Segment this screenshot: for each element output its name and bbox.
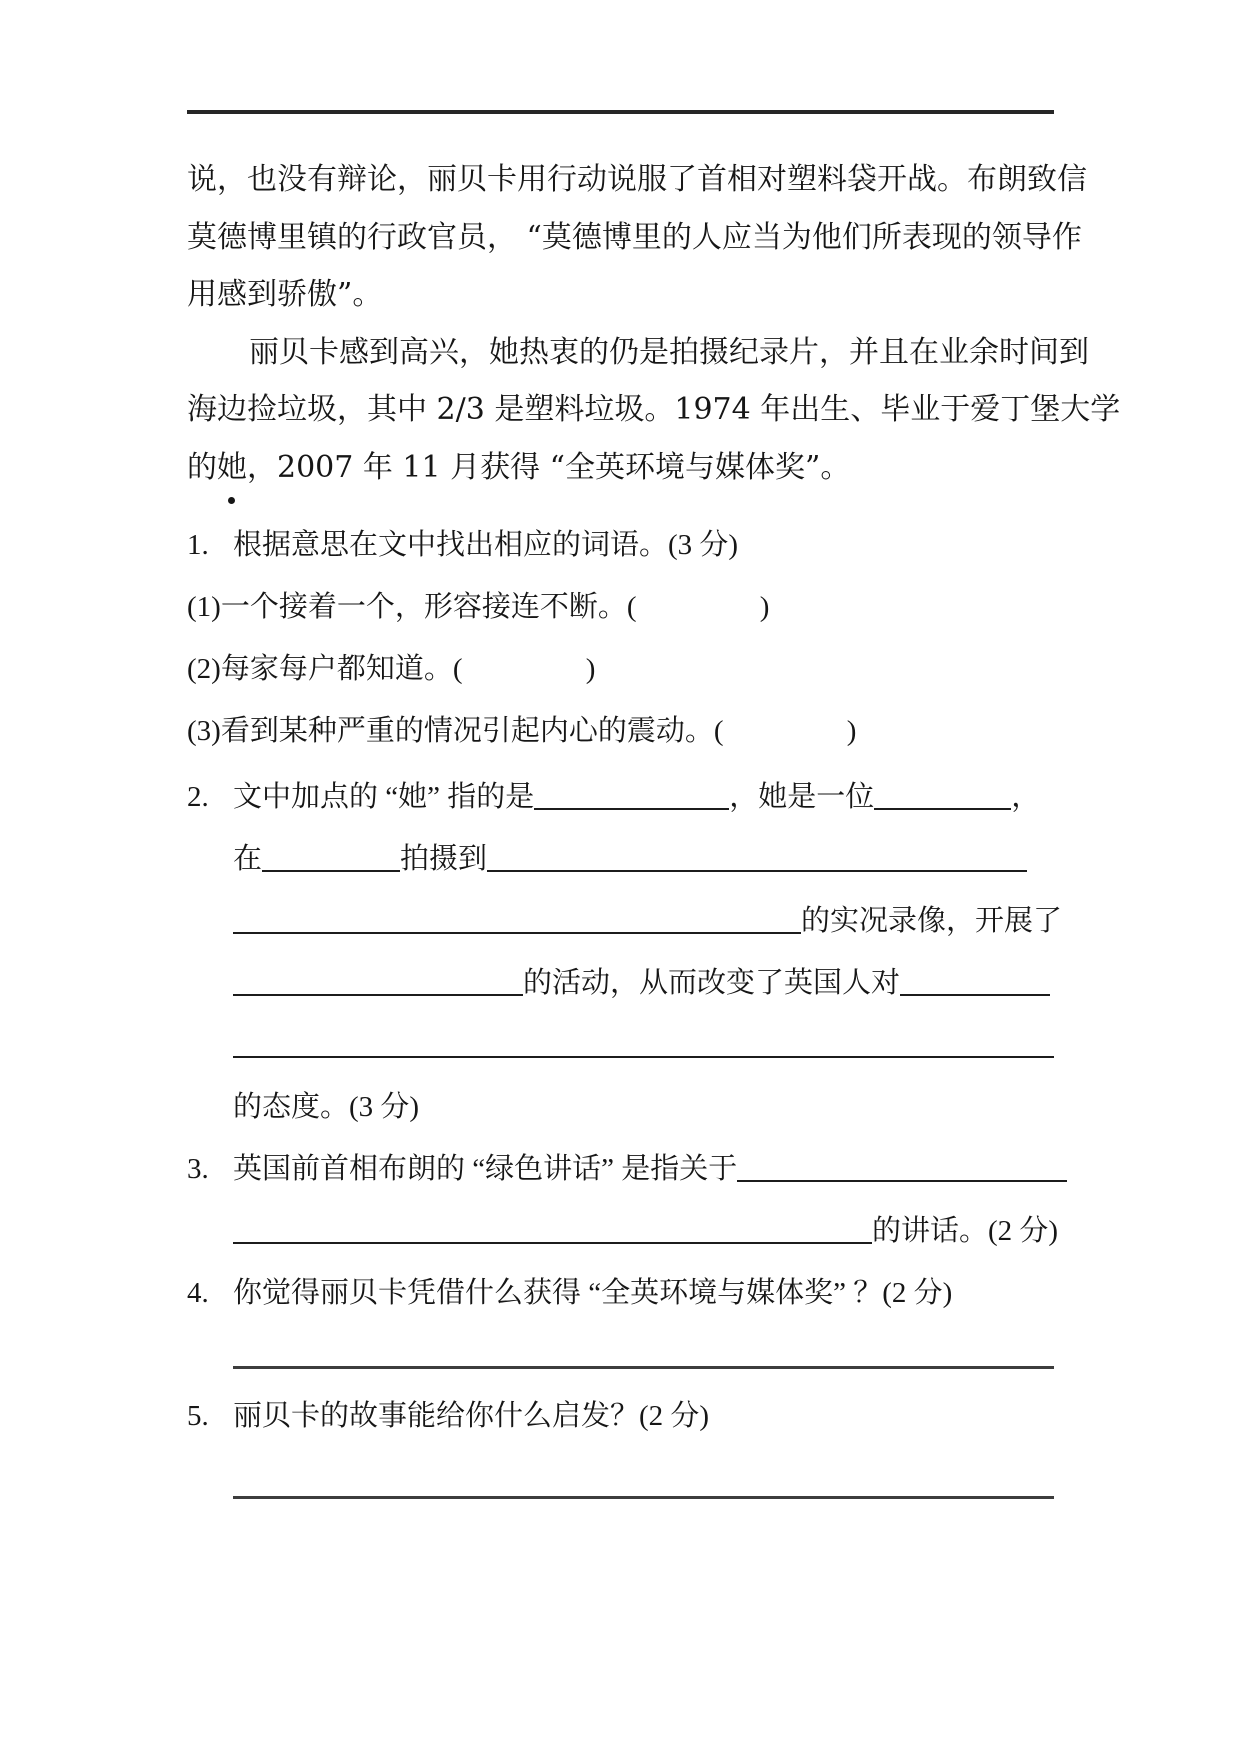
question-section <box>187 514 1063 1499</box>
question-text: 你觉得丽贝卡凭借什么获得 “全英环境与媒体奖” ？(2 分) <box>233 1276 953 1309</box>
question-text: 文中加点的 “她” 指的是 <box>233 780 535 813</box>
passage-line <box>187 439 1054 497</box>
fill-in-blank <box>262 865 400 872</box>
question-number: 4. <box>187 1276 209 1309</box>
question-1-stem <box>187 514 1054 576</box>
answer-line <box>233 1366 1054 1369</box>
question-text: 的态度。(3 分) <box>233 1090 420 1123</box>
question-text: 英国前首相布朗的 “绿色讲话” 是指关于 <box>233 1152 738 1185</box>
header-rule <box>187 110 1054 114</box>
question-3-line-2 <box>187 1200 1059 1262</box>
question-5 <box>187 1385 1054 1499</box>
fill-in-blank <box>737 1175 1067 1182</box>
question-4 <box>187 1262 1054 1369</box>
question-3-line-1 <box>187 1138 1054 1200</box>
question-text: 拍摄到 <box>400 842 488 875</box>
question-2-line-2 <box>187 828 1054 890</box>
passage-line: 莫德博里镇的行政官员， “莫德博里的人应当为他们所表现的领导作 <box>187 219 1082 255</box>
fill-in-blank <box>233 927 801 934</box>
question-number: 5. <box>187 1399 209 1432</box>
passage-text: ，2007 年 11 月获得 “全英环境与媒体奖”。 <box>247 449 851 485</box>
question-2-line-3 <box>187 890 1063 952</box>
question-text: ， <box>1011 780 1041 813</box>
question-text: 丽贝卡的故事能给你什么启发？(2 分) <box>233 1399 710 1432</box>
passage-line: 用感到骄傲”。 <box>187 277 383 313</box>
question-3 <box>187 1138 1059 1262</box>
reading-passage <box>187 151 1121 497</box>
fill-in-blank <box>534 803 729 810</box>
question-1-item-2: (2)每家每户都知道。( ) <box>187 652 596 685</box>
question-2 <box>187 766 1063 1138</box>
fill-in-blank <box>900 989 1050 996</box>
question-text: 的活动，从而改变了英国人对 <box>523 966 901 999</box>
fill-in-blank <box>487 865 1027 872</box>
question-text: 的实况录像，开展了 <box>801 904 1063 937</box>
question-1 <box>187 514 1054 762</box>
question-2-line-5 <box>187 1014 1054 1076</box>
question-4-stem <box>187 1262 1054 1324</box>
question-text: 根据意思在文中找出相应的词语。(3 分) <box>233 528 739 561</box>
question-text: 的讲话。(2 分) <box>872 1214 1059 1247</box>
passage-line: 海边捡垃圾，其中 2/3 是塑料垃圾。1974 年出生、毕业于爱丁堡大学 <box>187 392 1121 428</box>
question-number: 3. <box>187 1152 209 1185</box>
question-text: 在 <box>233 842 263 875</box>
question-2-line-4 <box>187 952 1054 1014</box>
fill-in-blank <box>233 989 523 996</box>
passage-line: 说，也没有辩论，丽贝卡用行动说服了首相对塑料袋开战。布朗致信 <box>187 162 1087 197</box>
question-2-line-6 <box>187 1076 1054 1138</box>
question-number: 2. <box>187 780 209 813</box>
question-1-item-1: (1)一个接着一个，形容接连不断。( ) <box>187 590 770 623</box>
question-number: 1. <box>187 528 209 561</box>
question-text: ，她是一位 <box>729 780 875 813</box>
emphasized-char: 她 <box>217 439 247 497</box>
fill-in-blank <box>233 1051 1054 1058</box>
fill-in-blank <box>233 1237 872 1244</box>
fill-in-blank <box>874 803 1011 810</box>
question-2-line-1 <box>187 766 1054 828</box>
question-1-item-3: (3)看到某种严重的情况引起内心的震动。( ) <box>187 714 857 747</box>
answer-line <box>233 1496 1054 1499</box>
passage-line: 丽贝卡感到高兴，她热衷的仍是拍摄纪录片，并且在业余时间到 <box>249 334 1089 370</box>
passage-text: 的 <box>187 449 217 485</box>
question-5-stem <box>187 1385 1054 1447</box>
